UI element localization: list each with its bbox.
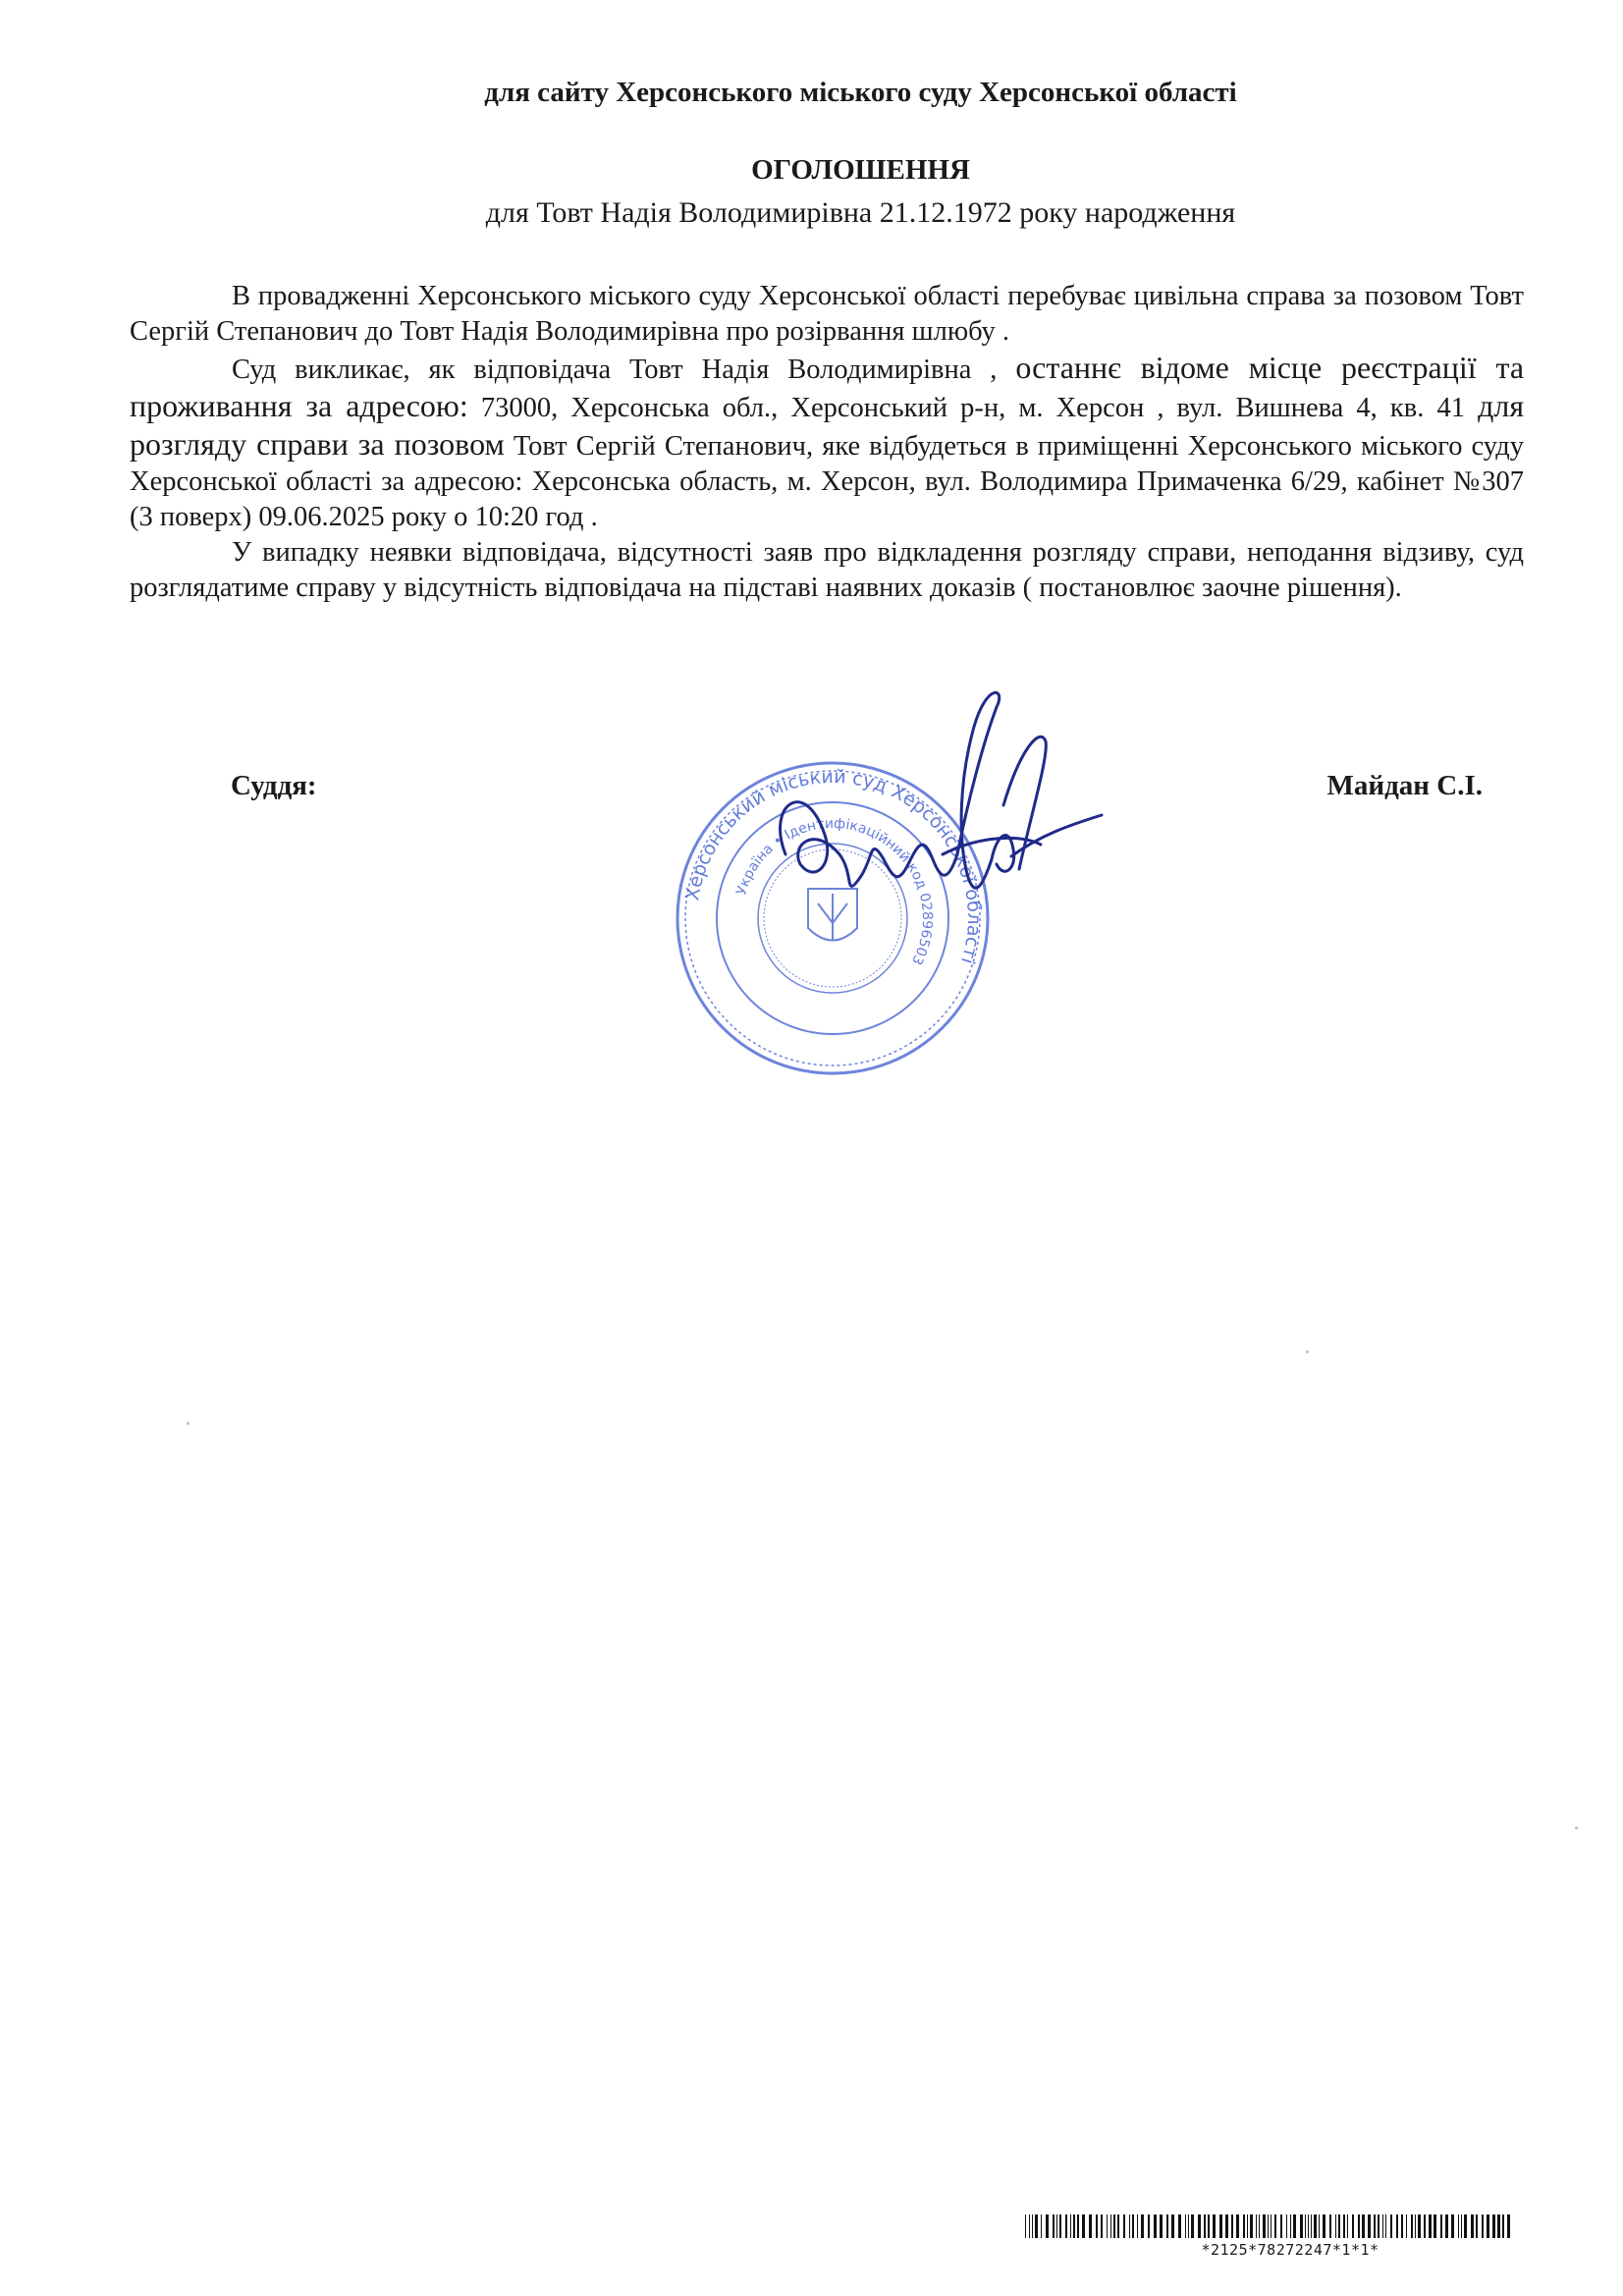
barcode-bar [1396,2214,1398,2238]
barcode-bar [1089,2214,1092,2238]
barcode-bar [1107,2214,1108,2238]
barcode-bar [1280,2214,1282,2238]
barcode-bar [1250,2214,1253,2238]
barcode-bar [1411,2214,1413,2238]
barcode-bar [1497,2214,1500,2238]
barcode-bar [1268,2214,1269,2238]
barcode-bar [1507,2214,1510,2238]
scan-speck [187,1422,189,1425]
barcode-bar [1096,2214,1098,2238]
barcode-bar [1171,2214,1174,2238]
barcode-bar [1123,2214,1125,2238]
barcode-bar [1434,2214,1436,2238]
barcode-bar [1464,2214,1467,2238]
barcode-bar [1368,2214,1371,2238]
barcode-bar [1424,2214,1426,2238]
barcode-bar [1041,2214,1042,2238]
barcode-bar [1374,2214,1376,2238]
barcode-bar [1352,2214,1354,2238]
barcode-bar [1256,2214,1257,2238]
barcode-bar [1059,2214,1061,2238]
barcode-bar [1323,2214,1325,2238]
barcode-bar [1141,2214,1144,2238]
barcode-bar [1319,2214,1320,2238]
barcode-bar [1482,2214,1484,2238]
barcode-bar [1213,2214,1216,2238]
barcode-bar [1335,2214,1336,2238]
barcode-bar [1385,2214,1386,2238]
barcode-bar [1077,2214,1079,2238]
barcode-bar [1110,2214,1111,2238]
document-body [130,279,1524,606]
barcode-bar [1191,2214,1194,2238]
barcode-bar [1129,2214,1130,2238]
barcode-bar [1401,2214,1403,2238]
barcode-bar [1056,2214,1057,2238]
barcode-bar [1502,2214,1504,2238]
barcode-bar [1461,2214,1462,2238]
barcode-bar [1035,2214,1038,2238]
barcode-bar [1311,2214,1312,2238]
barcode-bar [1225,2214,1228,2238]
barcode-bar [1471,2214,1474,2238]
summons-address: 73000, Херсонська обл., Херсонський р-н, м. Херсон , вул. Вишнева 4, кв. 41 [480,393,1465,423]
barcode-bar [1382,2214,1383,2238]
barcode-bar [1329,2214,1331,2238]
barcode-bar [1178,2214,1181,2238]
barcode-bar [1338,2214,1340,2238]
barcode-bar [1314,2214,1317,2238]
barcode-bar [1418,2214,1421,2238]
paragraph-case-info: В провадженні Херсонського міського суду Херсонської області перебуває цивільна справа за позовом Товт Сергій Степанович до Товт Надія Володимирівна про розірвання шлюбу . [130,281,1524,347]
barcode-bar [1204,2214,1206,2238]
barcode-bar [1290,2214,1291,2238]
summons-text-3: для розгляду справи за позовом [130,388,1525,462]
barcode-bar [1274,2214,1276,2238]
site-header: для сайту Херсонського міського суду Херсонської області [484,77,1237,108]
barcode-bar [1440,2214,1442,2238]
paragraph-summons [130,350,1524,535]
barcode-bar [1362,2214,1365,2238]
barcode-bar [1101,2214,1103,2238]
barcode-image [1025,2214,1516,2238]
barcode-bar [1406,2214,1407,2238]
barcode-text: *2125*78272247*1*1* [1201,2241,1380,2259]
barcode-bar [1082,2214,1085,2238]
barcode-bar [1300,2214,1303,2238]
barcode-bar [1243,2214,1245,2238]
barcode-bar [1343,2214,1345,2238]
barcode-bar [1029,2214,1030,2238]
barcode-bar [1113,2214,1115,2238]
barcode-bar [1046,2214,1049,2238]
barcode-bar [1117,2214,1119,2238]
barcode-bar [1286,2214,1287,2238]
barcode-bar [1132,2214,1134,2238]
barcode-bar [1198,2214,1201,2238]
barcode-bar [1390,2214,1392,2238]
barcode-bar [1305,2214,1306,2238]
barcode-bar [1293,2214,1296,2238]
barcode-bar [1487,2214,1489,2238]
barcode-bar [1070,2214,1071,2238]
scan-speck [1306,1350,1309,1353]
barcode-bar [1053,2214,1055,2238]
stamp-inner-text: Україна • Ідентифікаційний код 02896503 [733,815,936,967]
barcode-bar [1154,2214,1157,2238]
barcode-bar [1451,2214,1454,2238]
judge-label: Суддя: [231,770,317,801]
judge-name: Майдан С.І. [1326,770,1483,801]
barcode-bar [1025,2214,1026,2238]
barcode-bar [1073,2214,1075,2238]
barcode-bar [1415,2214,1416,2238]
barcode-bar [1492,2214,1495,2238]
scan-speck [1575,1827,1578,1830]
barcode-bar [1378,2214,1380,2238]
barcode-bar [1219,2214,1222,2238]
barcode-bar [1347,2214,1348,2238]
barcode-bar [1476,2214,1478,2238]
barcode-bar [1308,2214,1309,2238]
document-subtitle: для Товт Надія Володимирівна 21.12.1972 року народження [485,196,1236,229]
stamp-outer-text: Херсонський міський суд Херсонської області [681,765,986,967]
barcode-bar [1263,2214,1266,2238]
summons-hearing: Товт Сергій Степанович, яке відбудеться в приміщенні Херсонського міського суду Херсонської області за адресою: Херсонська область, м. Херсон, вул. Володимира Примаченка 6/29, кабінет №307 (3 поверх) 09.06.2025 року о 10:20 год . [130,431,1525,532]
barcode-bar [1065,2214,1067,2238]
barcode-bar [1247,2214,1248,2238]
barcode-bar [1160,2214,1163,2238]
barcode-bar [1458,2214,1459,2238]
barcode-bar [1429,2214,1432,2238]
barcode-bar [1166,2214,1168,2238]
barcode-bar [1185,2214,1186,2238]
paragraph-default-notice: У випадку неявки відповідача, відсутності заяв про відкладення розгляду справи, неподання відзиву, суд розглядатиме справу у відсутність відповідача на підставі наявних доказів ( постановлює заочне рішення). [130,537,1524,603]
summons-text-2: останнє відоме місце реєстрації та проживання за адресою: [130,350,1525,423]
barcode-bar [1236,2214,1239,2238]
barcode-bar [1032,2214,1033,2238]
barcode-bar [1188,2214,1189,2238]
barcode-bar [1208,2214,1210,2238]
barcode-bar [1231,2214,1233,2238]
barcode-bar [1137,2214,1138,2238]
barcode-block [1025,2214,1516,2259]
summons-text-1: Суд викликає, як відповідача Товт Надія Володимирівна , [232,355,998,385]
barcode-bar [1259,2214,1260,2238]
barcode-bar [1445,2214,1448,2238]
barcode-bar [1148,2214,1150,2238]
document-title: ОГОЛОШЕННЯ [751,154,970,186]
handwritten-signature [746,687,1119,962]
barcode-bar [1358,2214,1360,2238]
